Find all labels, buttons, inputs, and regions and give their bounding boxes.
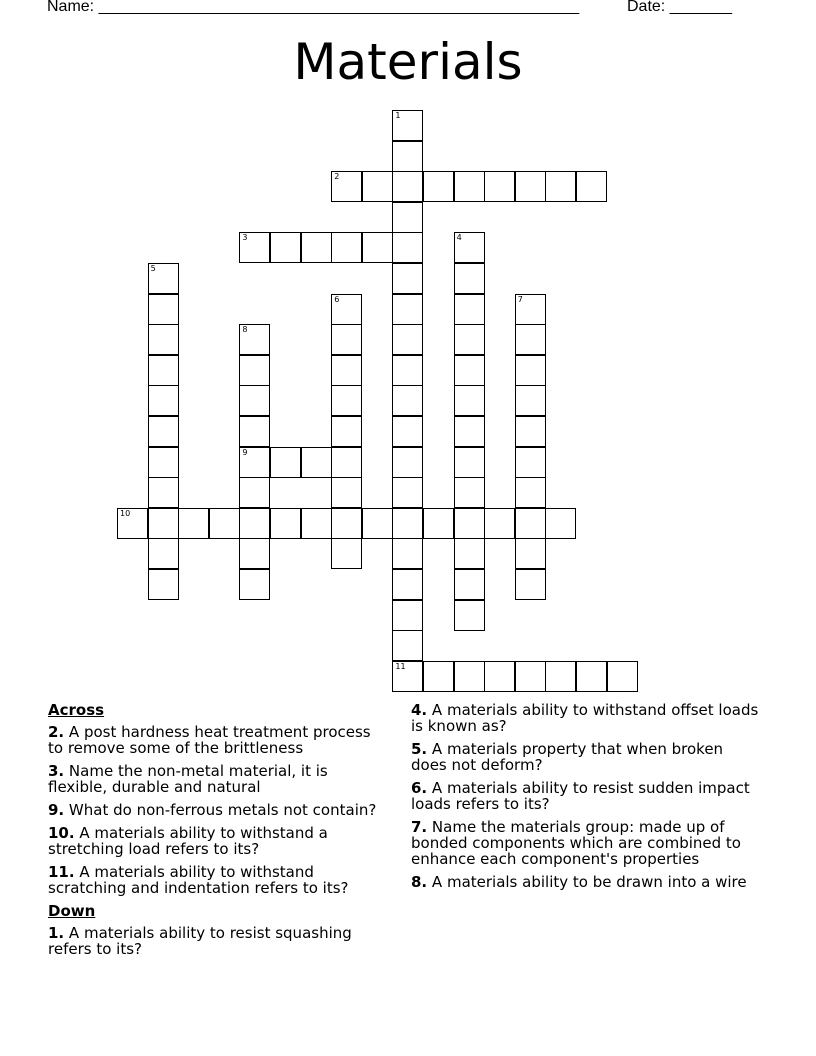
- grid-cell[interactable]: [545, 171, 576, 202]
- grid-cell[interactable]: [362, 508, 393, 539]
- grid-cell[interactable]: [454, 355, 485, 386]
- clue-across-2: 2. A post hardness heat treatment process to remove some of the brittleness: [48, 723, 371, 757]
- grid-cell[interactable]: [454, 569, 485, 600]
- grid-cell[interactable]: [331, 447, 362, 478]
- grid-cell[interactable]: [392, 630, 423, 661]
- grid-cell[interactable]: [454, 447, 485, 478]
- clue-across-3: 3. Name the non-metal material, it is flexible, durable and natural: [48, 762, 328, 796]
- clue-down-1: 1. A materials ability to resist squashing refers to its?: [48, 924, 352, 958]
- grid-cell[interactable]: [515, 569, 546, 600]
- grid-cell[interactable]: [331, 355, 362, 386]
- grid-cell[interactable]: [148, 294, 179, 325]
- grid-cell[interactable]: [515, 477, 546, 508]
- grid-cell[interactable]: [301, 232, 332, 263]
- grid-cell[interactable]: [576, 171, 607, 202]
- grid-cell[interactable]: [515, 385, 546, 416]
- grid-cell[interactable]: [515, 447, 546, 478]
- grid-cell[interactable]: [148, 355, 179, 386]
- grid-cell[interactable]: [454, 232, 485, 263]
- grid-cell[interactable]: [331, 171, 362, 202]
- grid-cell[interactable]: [454, 477, 485, 508]
- grid-cell[interactable]: [545, 508, 576, 539]
- grid-cell[interactable]: [331, 385, 362, 416]
- grid-cell[interactable]: [423, 508, 454, 539]
- grid-cell[interactable]: [239, 477, 270, 508]
- grid-cell[interactable]: [545, 661, 576, 692]
- clue-number: 6: [334, 294, 340, 304]
- grid-cell[interactable]: [301, 508, 332, 539]
- clue-down-4: 4. A materials ability to withstand offset loads is known as?: [411, 701, 759, 735]
- grid-cell[interactable]: [239, 232, 270, 263]
- grid-cell[interactable]: [607, 661, 638, 692]
- grid-cell[interactable]: [392, 385, 423, 416]
- grid-cell[interactable]: [301, 447, 332, 478]
- grid-cell[interactable]: [392, 508, 423, 539]
- clue-number: 3: [242, 233, 248, 243]
- grid-cell[interactable]: [392, 447, 423, 478]
- grid-cell[interactable]: [515, 508, 546, 539]
- clue-number: 4: [456, 233, 462, 243]
- grid-cell[interactable]: [423, 661, 454, 692]
- down-heading: Down: [48, 902, 96, 920]
- grid-cell[interactable]: [454, 324, 485, 355]
- grid-cell[interactable]: [454, 508, 485, 539]
- grid-cell[interactable]: [239, 355, 270, 386]
- grid-cell[interactable]: [239, 569, 270, 600]
- grid-cell[interactable]: [392, 355, 423, 386]
- grid-cell[interactable]: [392, 569, 423, 600]
- clue-number: 7: [517, 294, 523, 304]
- grid-cell[interactable]: [392, 600, 423, 631]
- clue-number: 10: [120, 508, 131, 518]
- grid-cell[interactable]: [392, 171, 423, 202]
- grid-cell[interactable]: [331, 232, 362, 263]
- grid-cell[interactable]: [239, 324, 270, 355]
- grid-cell[interactable]: [454, 171, 485, 202]
- grid-cell[interactable]: [392, 294, 423, 325]
- grid-cell[interactable]: [270, 447, 301, 478]
- grid-cell[interactable]: [362, 171, 393, 202]
- grid-cell[interactable]: [331, 477, 362, 508]
- grid-cell[interactable]: [270, 232, 301, 263]
- clue-down-8: 8. A materials ability to be drawn into a wire: [411, 873, 747, 891]
- clue-across-11: 11. A materials ability to withstand scratching and indentation refers to its?: [48, 863, 349, 897]
- grid-cell[interactable]: [454, 263, 485, 294]
- grid-cell[interactable]: [454, 600, 485, 631]
- grid-cell[interactable]: [331, 508, 362, 539]
- grid-cell[interactable]: [331, 294, 362, 325]
- grid-cell[interactable]: [392, 538, 423, 569]
- grid-cell[interactable]: [392, 477, 423, 508]
- clue-down-6: 6. A materials ability to resist sudden impact loads refers to its?: [411, 779, 750, 813]
- grid-cell[interactable]: [454, 416, 485, 447]
- across-heading: Across: [48, 701, 105, 719]
- grid-cell[interactable]: [515, 416, 546, 447]
- clue-number: 1: [395, 111, 401, 120]
- grid-cell[interactable]: [148, 447, 179, 478]
- grid-cell[interactable]: [515, 538, 546, 569]
- grid-cell[interactable]: [392, 263, 423, 294]
- grid-cell[interactable]: [515, 171, 546, 202]
- grid-cell[interactable]: [331, 538, 362, 569]
- grid-cell[interactable]: [148, 416, 179, 447]
- grid-cell[interactable]: [362, 232, 393, 263]
- grid-cell[interactable]: [484, 661, 515, 692]
- grid-cell[interactable]: [239, 538, 270, 569]
- grid-cell[interactable]: [454, 385, 485, 416]
- clue-number: 2: [334, 172, 340, 182]
- grid-cell[interactable]: [515, 324, 546, 355]
- grid-cell[interactable]: [239, 508, 270, 539]
- grid-cell[interactable]: [148, 538, 179, 569]
- grid-cell[interactable]: [148, 324, 179, 355]
- grid-cell[interactable]: [515, 294, 546, 325]
- page-title: Materials: [293, 33, 523, 91]
- clue-number: 8: [242, 325, 248, 335]
- grid-cell[interactable]: [392, 324, 423, 355]
- clue-number: 11: [395, 661, 406, 671]
- grid-cell[interactable]: [454, 538, 485, 569]
- grid-cell[interactable]: [454, 294, 485, 325]
- grid-cell[interactable]: [331, 324, 362, 355]
- grid-cell[interactable]: [576, 661, 607, 692]
- grid-cell[interactable]: [148, 385, 179, 416]
- grid-cell[interactable]: [239, 385, 270, 416]
- grid-cell[interactable]: [392, 202, 423, 233]
- clue-number: 5: [150, 264, 156, 273]
- grid-cell[interactable]: [515, 355, 546, 386]
- grid-cell[interactable]: [117, 508, 148, 539]
- clue-down-5: 5. A materials property that when broken does not deform?: [411, 740, 724, 774]
- grid-cell[interactable]: [454, 661, 485, 692]
- clues-right-column: [411, 702, 761, 897]
- grid-cell[interactable]: [331, 416, 362, 447]
- grid-cell[interactable]: [392, 416, 423, 447]
- clues-left-column: [48, 702, 388, 964]
- name-field-label: Name: ______________________________________________________: [47, 0, 580, 15]
- date-field-label: Date: _______: [627, 0, 732, 15]
- grid-cell[interactable]: [148, 477, 179, 508]
- grid-cell[interactable]: [148, 508, 179, 539]
- grid-cell[interactable]: [515, 661, 546, 692]
- clue-down-7: 7. Name the materials group: made up of bonded components which are combined to enhance each component's properties: [411, 818, 741, 868]
- grid-cell[interactable]: [239, 416, 270, 447]
- grid-cell[interactable]: [392, 110, 423, 141]
- grid-cell[interactable]: [209, 508, 240, 539]
- grid-cell[interactable]: [392, 141, 423, 172]
- grid-cell[interactable]: [392, 661, 423, 692]
- grid-cell[interactable]: [484, 508, 515, 539]
- clue-number: 9: [242, 447, 248, 457]
- grid-cell[interactable]: [178, 508, 209, 539]
- grid-cell[interactable]: [148, 263, 179, 294]
- grid-cell[interactable]: [239, 447, 270, 478]
- grid-cell[interactable]: [484, 171, 515, 202]
- grid-cell[interactable]: [392, 232, 423, 263]
- clue-across-10: 10. A materials ability to withstand a stretching load refers to its?: [48, 824, 328, 858]
- clue-across-9: 9. What do non-ferrous metals not contain?: [48, 801, 377, 819]
- grid-cell[interactable]: [270, 508, 301, 539]
- grid-cell[interactable]: [148, 569, 179, 600]
- grid-cell[interactable]: [423, 171, 454, 202]
